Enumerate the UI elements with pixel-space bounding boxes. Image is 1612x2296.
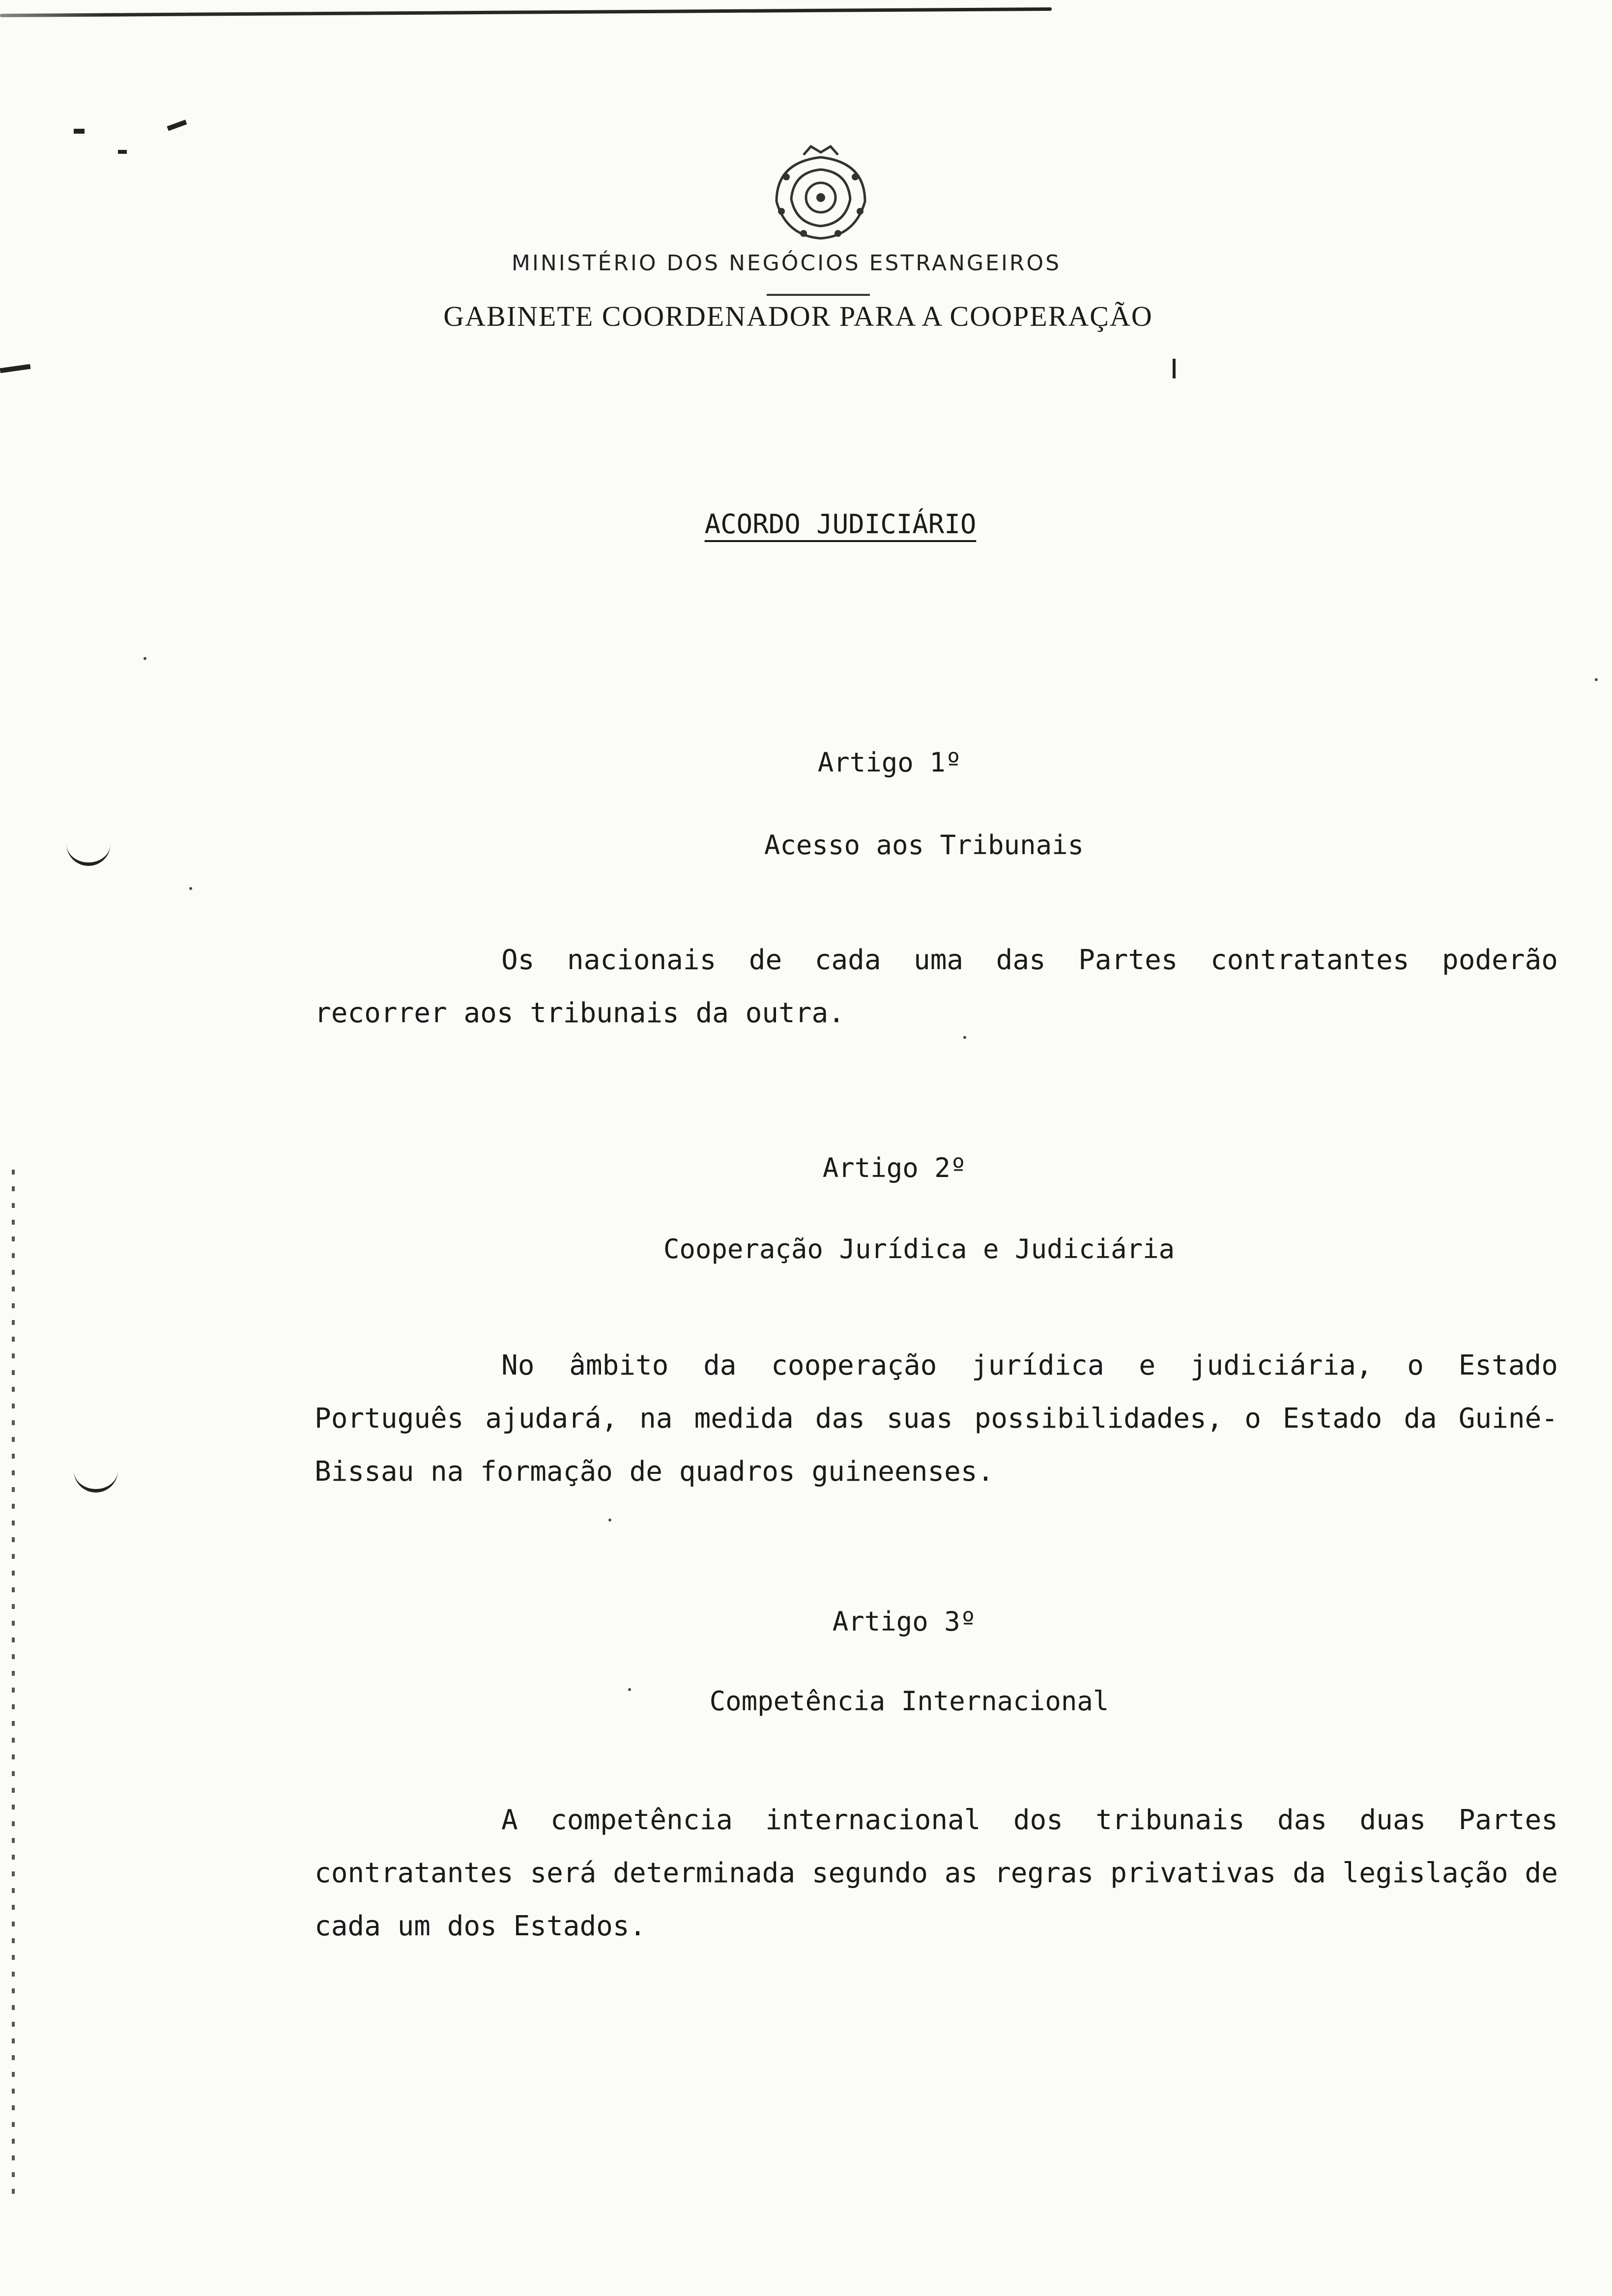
speck xyxy=(608,1519,611,1521)
scan-edge-dots xyxy=(12,1170,15,2202)
scan-top-rule xyxy=(0,7,1052,17)
scan-edge-mark xyxy=(0,364,30,373)
article-2-number: Artigo 2º xyxy=(822,1152,967,1183)
article-2-heading: Cooperação Jurídica e Judiciária xyxy=(663,1234,1175,1264)
scan-mark xyxy=(167,119,187,131)
article-1-text xyxy=(315,934,1558,1040)
document-title xyxy=(34,509,1612,540)
scan-mark xyxy=(1173,359,1176,378)
letterhead-divider xyxy=(767,294,870,296)
article-1-number: Artigo 1º xyxy=(817,747,962,778)
speck xyxy=(144,657,146,660)
article-3-number: Artigo 3º xyxy=(832,1606,977,1637)
office-name: GABINETE COORDENADOR PARA A COOPERAÇÃO xyxy=(443,300,1153,332)
article-1-heading: Acesso aos Tribunais xyxy=(764,830,1084,861)
article-3-text xyxy=(315,1794,1558,1953)
article-2-body: No âmbito da cooperação jurídica e judiciária, o Estado Português ajudará, na medida das suas possibilidades, o Estado da Guiné-Bissau na formação de quadros guineenses. xyxy=(315,1349,1558,1488)
ministry-name: MINISTÉRIO DOS NEGÓCIOS ESTRANGEIROS xyxy=(511,251,1062,276)
article-3-heading: Competência Internacional xyxy=(709,1686,1109,1717)
speck xyxy=(1595,678,1598,681)
article-2-text xyxy=(315,1339,1558,1498)
hole-punch-arc xyxy=(74,1469,118,1492)
scan-mark xyxy=(118,150,127,154)
document-title-text: ACORDO JUDICIÁRIO xyxy=(704,509,977,540)
article-1-body: Os nacionais de cada uma das Partes contratantes poderão recorrer aos tribunais da outra. xyxy=(315,944,1558,1029)
coat-of-arms-seal xyxy=(757,143,885,246)
article-3-body: A competência internacional dos tribunais das duas Partes contratantes será determinada segundo as regras privativas da legislação de cada um dos Estados. xyxy=(315,1804,1558,1942)
hole-punch-arc xyxy=(66,843,111,866)
speck xyxy=(189,887,192,890)
scan-mark xyxy=(74,129,85,134)
